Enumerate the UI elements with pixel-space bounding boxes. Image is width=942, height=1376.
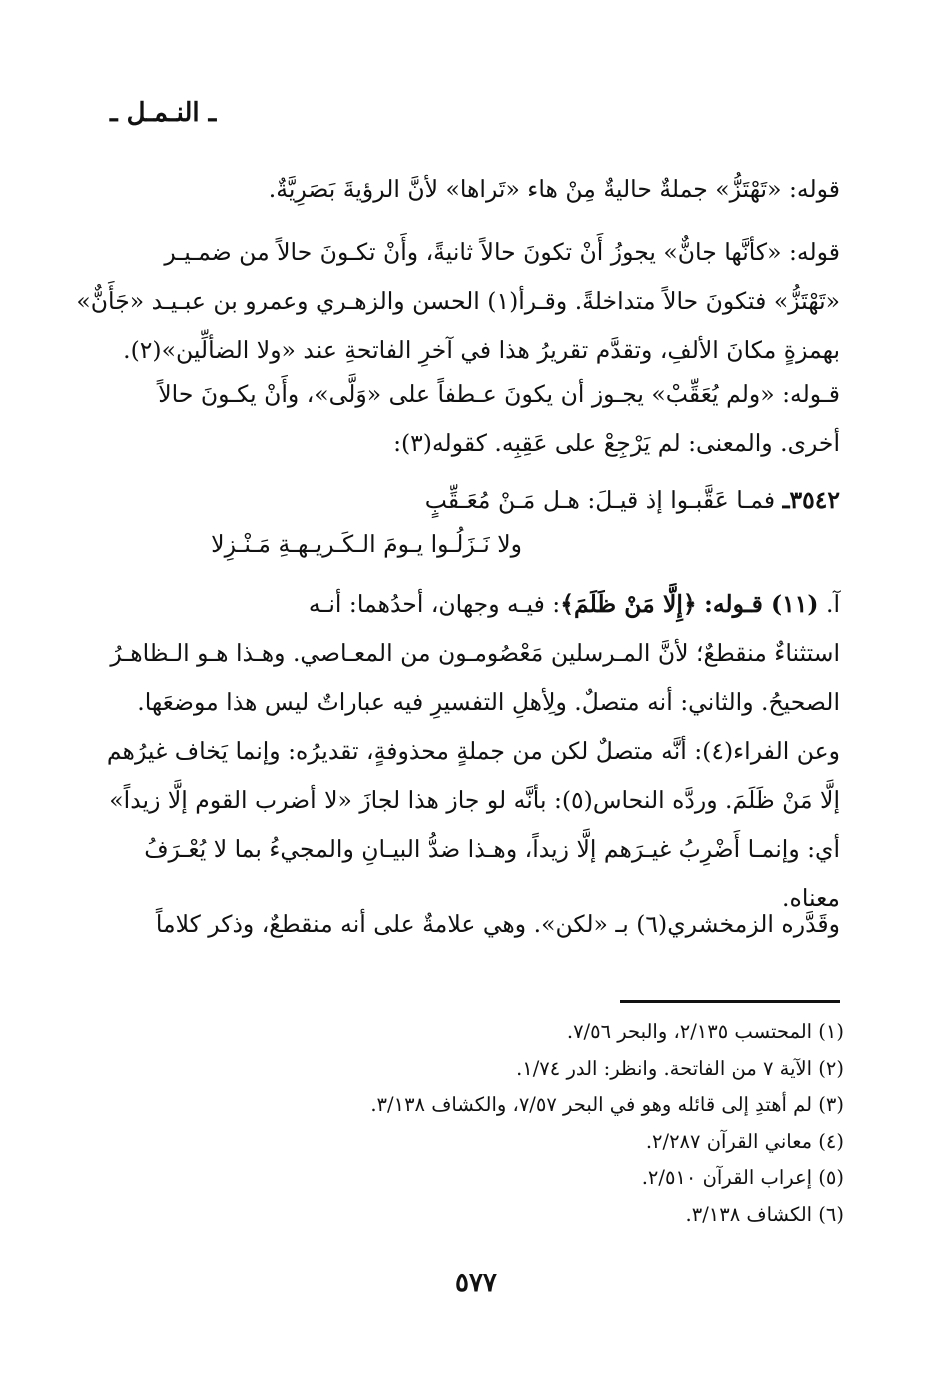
paragraph-1 [130, 165, 840, 214]
text-line: معناه. [782, 884, 840, 912]
paragraph-3 [130, 370, 840, 468]
footnote-item [284, 1124, 844, 1161]
text-line: قوله: «كأنَّها جانٌّ» يجوزُ أَنْ تكونَ حالاً ثانيةً، وأَنْ تكـونَ حالاً من ضمـيـر [164, 238, 840, 266]
running-header: ـ النـمـل ـ [110, 98, 217, 128]
text-line: أخرى. والمعنى: لم يَرْجِعْ على عَقِبِه. كقوله(٣): [393, 429, 840, 457]
verse-text: فمـا عَقَّبـوا إذ قيـلَ: هـل مَـنْ مُعَـقِّبٍ [424, 486, 776, 514]
text-line: الصحيحُ. والثاني: أنه متصلٌ. ولِأهلِ التفسيرِ فيه عباراتٌ ليس هذا موضعَها. [137, 688, 840, 716]
text-line: وقَدَّره الزمخشري(٦) بـ «لكن». وهي علامةٌ على أنه منقطعٌ، وذكر كلاماً [155, 910, 840, 938]
text-line: «تَهْتَزُّ» فتكونَ حالاً متداخلةً. وقـرأ(١) الحسن والزهـري وعمرو بن عبـيـد «جَأَنٌّ» [76, 287, 840, 315]
footnote-item [284, 1197, 844, 1234]
text-line: قوله: «تَهْتَزُّ» جملةٌ حاليةٌ مِنْ هاء «تَراها» لأنَّ الرؤيةَ بَصَرِيَّةٌ. [268, 175, 840, 203]
footnotes [284, 1014, 844, 1233]
verse-text: ولا نَـزَلُـوا يـومَ الـكَـريـهـةِ مَـنْـزِلا [211, 530, 522, 558]
footnote-number: (١) [818, 1020, 844, 1043]
text-line: قـوله: «ولم يُعَقِّبْ» يجـوز أن يكونَ عـطفاً على «وَلَّى»، وأَنْ يكـونَ حالاً [158, 380, 840, 408]
footnote-number: (٤) [818, 1129, 844, 1153]
text-line: أي: وإنمـا أَضْرِبُ غيـرَهم إلَّا زيداً، وهـذا ضدُّ البيـانِ والمجيءُ بما لا يُعْـرَفُ [144, 835, 840, 863]
text-line: استثناءٌ منقطعٌ؛ لأنَّ المـرسلين مَعْصُومـون من المعـاصي. وهـذا هـو الـظاهـرُ [110, 639, 840, 667]
paragraph-5 [130, 900, 840, 949]
text-line: وعن الفراء(٤): أنَّه متصلٌ لكن من جملةٍ محذوفةٍ، تقديرُه: وإنما يَخاف غيرُهم [106, 737, 840, 765]
footnote-item [284, 1087, 844, 1124]
footnote-text: معاني القرآن ٢/٢٨٧. [645, 1129, 813, 1153]
footnote-number: (٦) [818, 1202, 844, 1226]
footnote-text: المحتسب ٢/١٣٥، والبحر ٧/٥٦. [566, 1020, 813, 1043]
footnote-text: الكشاف ٣/١٣٨. [685, 1202, 813, 1226]
verse-label: (١١) قـوله: [704, 590, 819, 618]
paragraph-2 [76, 228, 840, 375]
footnote-text: الآية ٧ من الفاتحة. وانظر: الدر ١/٧٤. [516, 1056, 813, 1080]
text-line: إلَّا مَنْ ظَلَمَ. وردَّه النحاس(٥): بأنَّه لو جاز هذا لجازَ «لا أضرب القوم إلَّا زيداً» [109, 786, 840, 814]
footnote-item [284, 1051, 844, 1088]
text-line-lead [130, 580, 840, 629]
footnote-number: (٣) [818, 1093, 844, 1116]
footnote-divider [620, 1000, 840, 1003]
poetry-verse-second-hemistich [211, 522, 522, 566]
verse-marker: آ. [826, 590, 840, 618]
lead-rest: : فيـه وجهان، أحدُهما: أنـه [308, 590, 561, 618]
footnote-number: (٥) [818, 1166, 844, 1189]
verse-number: ٣٥٤٢ـ [782, 486, 840, 514]
footnote-text: لم أهتدِ إلى قائله وهو في البحر ٧/٥٧، والكشاف ٣/١٣٨. [370, 1093, 813, 1116]
footnote-text: إعراب القرآن ٢/٥١٠. [641, 1166, 813, 1189]
poetry-verse-first-hemistich [425, 478, 840, 522]
footnote-item [284, 1014, 844, 1051]
quran-quote: ﴿إِلَّا مَنْ ظَلَمَ﴾ [560, 590, 697, 618]
footnote-number: (٢) [818, 1056, 844, 1080]
text-line: بهمزةٍ مكانَ الألفِ، وتقدَّم تقريرُ هذا في آخرِ الفاتحةِ عند «ولا الضألِّين»(٢). [123, 336, 840, 364]
page-number: ٥٧٧ [455, 1268, 497, 1298]
footnote-item [284, 1160, 844, 1197]
paragraph-4 [106, 580, 840, 923]
